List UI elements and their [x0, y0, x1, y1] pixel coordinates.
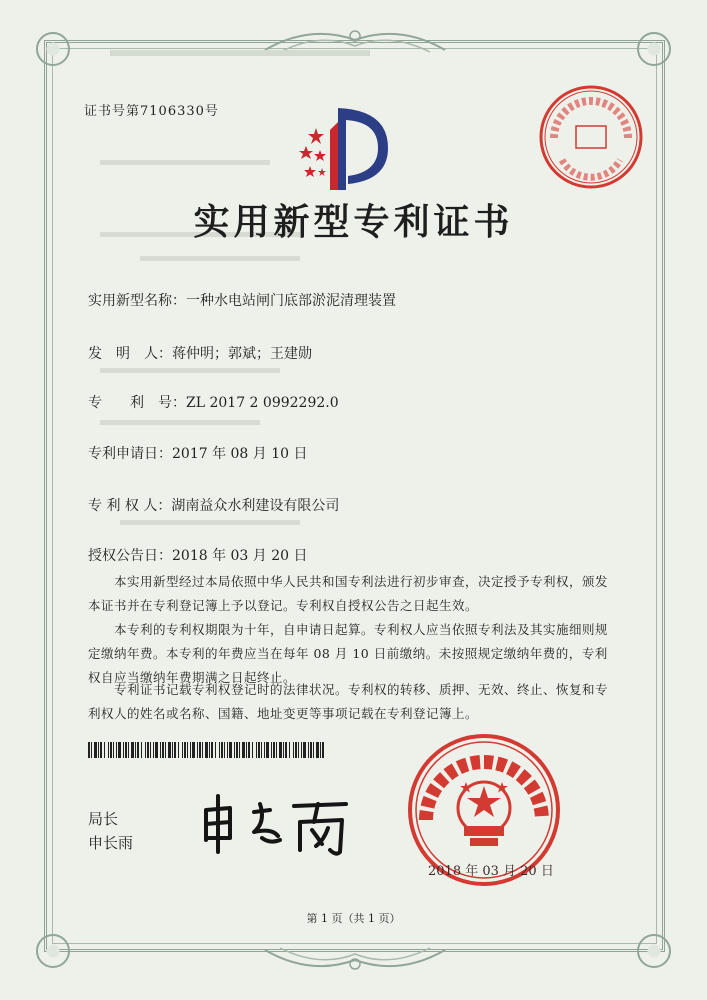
- barcode-bar: [141, 742, 142, 758]
- barcode-bar: [88, 742, 90, 758]
- barcode-bar: [100, 742, 102, 758]
- utility-model-name-value: 一种水电站闸门底部淤泥清理装置: [186, 293, 396, 309]
- patentee-row: [88, 495, 339, 515]
- barcode-bar: [165, 742, 166, 758]
- barcode-bar: [293, 742, 294, 758]
- corner-ornament-bottom-left: [36, 934, 70, 968]
- barcode-bar: [276, 742, 277, 758]
- barcode-bar: [131, 742, 134, 758]
- barcode-bar: [229, 742, 232, 758]
- inventor-label: 发 明 人：: [88, 346, 172, 362]
- barcode-bar: [209, 742, 210, 758]
- patent-number-value: ZL 2017 2 0992292.0: [186, 395, 339, 411]
- director-name: 申长雨: [88, 834, 134, 852]
- barcode-bar: [239, 742, 240, 758]
- barcode-bar: [153, 742, 154, 758]
- barcode-bar: [123, 742, 124, 758]
- patentee-value: 湖南益众水利建设有限公司: [171, 498, 340, 514]
- barcode-bar: [266, 742, 269, 758]
- barcode-bar: [298, 742, 299, 758]
- barcode-bar: [219, 742, 220, 758]
- barcode-bar: [320, 742, 321, 758]
- body-paragraph: 本专利的专利权期限为十年，自申请日起算。专利权人应当依照专利法及其实施细则规定缴纳年费。本专利的年费应当在每年 08 月 10 日前缴纳。未按照规定缴纳年费的，专利权自应当缴纳年费期满之日起终止。: [88, 622, 609, 685]
- announcement-date-value: 2018 年 03 月 20 日: [172, 548, 308, 564]
- corner-ornament-top-left: [36, 32, 70, 66]
- barcode-bar: [205, 742, 208, 758]
- barcode-bar: [246, 742, 247, 758]
- director-title: 局长: [88, 810, 119, 828]
- barcode-bar: [202, 742, 203, 758]
- barcode-bar: [234, 742, 235, 758]
- utility-model-name-label: 实用新型名称：: [88, 293, 186, 309]
- barcode-bar: [197, 742, 198, 758]
- barcode-bar: [242, 742, 245, 758]
- director-signature: [196, 788, 356, 858]
- barcode-bar: [224, 742, 225, 758]
- barcode-icon: [88, 742, 328, 758]
- barcode-bar: [316, 742, 319, 758]
- barcode-bar: [308, 742, 309, 758]
- barcode-bar: [135, 742, 136, 758]
- barcode-bar: [150, 742, 151, 758]
- show-through-line: [100, 420, 260, 425]
- announcement-date-label: 授权公告日：: [88, 548, 172, 564]
- inventor-value: 蒋仲明；郭斌；王建勋: [172, 346, 312, 362]
- barcode-bar: [322, 742, 324, 758]
- barcode-bar: [125, 742, 127, 758]
- utility-model-name-row: [88, 290, 396, 310]
- filing-date-label: 专利申请日：: [88, 446, 172, 462]
- barcode-bar: [113, 742, 114, 758]
- barcode-bar: [94, 742, 97, 758]
- barcode-bar: [289, 742, 290, 758]
- inventor-row: [88, 343, 312, 363]
- page-number: 第 1 页（共 1 页）: [306, 912, 401, 925]
- barcode-bar: [285, 742, 287, 758]
- barcode-bar: [283, 742, 284, 758]
- barcode-bar: [303, 742, 306, 758]
- bottom-ornament: [260, 944, 450, 978]
- show-through-line: [100, 160, 270, 165]
- corner-ornament-bottom-right: [637, 934, 671, 968]
- filing-date-value: 2017 年 08 月 10 日: [172, 446, 308, 462]
- barcode-bar: [172, 742, 173, 758]
- barcode-bar: [162, 742, 164, 758]
- barcode-bar: [248, 742, 250, 758]
- barcode-bar: [192, 742, 195, 758]
- show-through-line: [140, 256, 300, 261]
- barcode-bar: [128, 742, 129, 758]
- barcode-bar: [199, 742, 201, 758]
- certificate-number: 证书号第7106330号: [84, 104, 219, 119]
- barcode-bar: [211, 742, 213, 758]
- patentee-label: 专 利 权 人：: [88, 498, 172, 514]
- barcode-bar: [178, 742, 179, 758]
- certificate-title: 实用新型专利证书: [193, 201, 514, 243]
- barcode-bar: [168, 742, 171, 758]
- barcode-bar: [155, 742, 158, 758]
- filing-date-row: [88, 443, 308, 463]
- barcode-bar: [221, 742, 223, 758]
- barcode-bar: [215, 742, 216, 758]
- barcode-bar: [236, 742, 238, 758]
- barcode-bar: [279, 742, 282, 758]
- announcement-date-row: [88, 545, 308, 565]
- barcode-bar: [273, 742, 275, 758]
- barcode-bar: [301, 742, 302, 758]
- barcode-bar: [147, 742, 149, 758]
- barcode-bar: [187, 742, 188, 758]
- issue-date: 2018 年 03 月 20 日: [428, 864, 554, 879]
- barcode-bar: [295, 742, 297, 758]
- barcode-bar: [108, 742, 109, 758]
- patent-number-row: [88, 392, 339, 412]
- body-paragraph: 专利证书记载专利权登记时的法律状况。专利权的转移、质押、无效、终止、恢复和专利权人的姓名或名称、国籍、地址变更等事项记载在专利登记簿上。: [88, 682, 609, 721]
- barcode-bar: [256, 742, 257, 758]
- barcode-bar: [160, 742, 161, 758]
- barcode-bar: [313, 742, 314, 758]
- barcode-bar: [104, 742, 105, 758]
- barcode-bar: [137, 742, 139, 758]
- barcode-bar: [145, 742, 146, 758]
- agency-seal-small: [536, 82, 646, 192]
- show-through-line: [100, 368, 280, 373]
- patent-number-label: 专 利 号：: [88, 395, 186, 411]
- barcode-bar: [91, 742, 92, 758]
- barcode-bar: [98, 742, 99, 758]
- show-through-line: [110, 50, 370, 56]
- barcode-bar: [116, 742, 117, 758]
- barcode-bar: [184, 742, 186, 758]
- barcode-bar: [310, 742, 312, 758]
- barcode-bar: [182, 742, 183, 758]
- barcode-bar: [258, 742, 260, 758]
- barcode-bar: [174, 742, 176, 758]
- barcode-bar: [261, 742, 262, 758]
- barcode-bar: [190, 742, 191, 758]
- barcode-bar: [110, 742, 112, 758]
- barcode-bar: [227, 742, 228, 758]
- barcode-bar: [118, 742, 121, 758]
- barcode-bar: [264, 742, 265, 758]
- body-paragraph: 本实用新型经过本局依照中华人民共和国专利法进行初步审查，决定授予专利权，颁发本证书并在专利登记簿上予以登记。专利权自授权公告之日起生效。: [88, 574, 609, 613]
- barcode-bar: [252, 742, 253, 758]
- show-through-line: [120, 520, 300, 525]
- patent-office-logo-icon: [286, 100, 396, 196]
- corner-ornament-top-right: [637, 32, 671, 66]
- barcode-bar: [271, 742, 272, 758]
